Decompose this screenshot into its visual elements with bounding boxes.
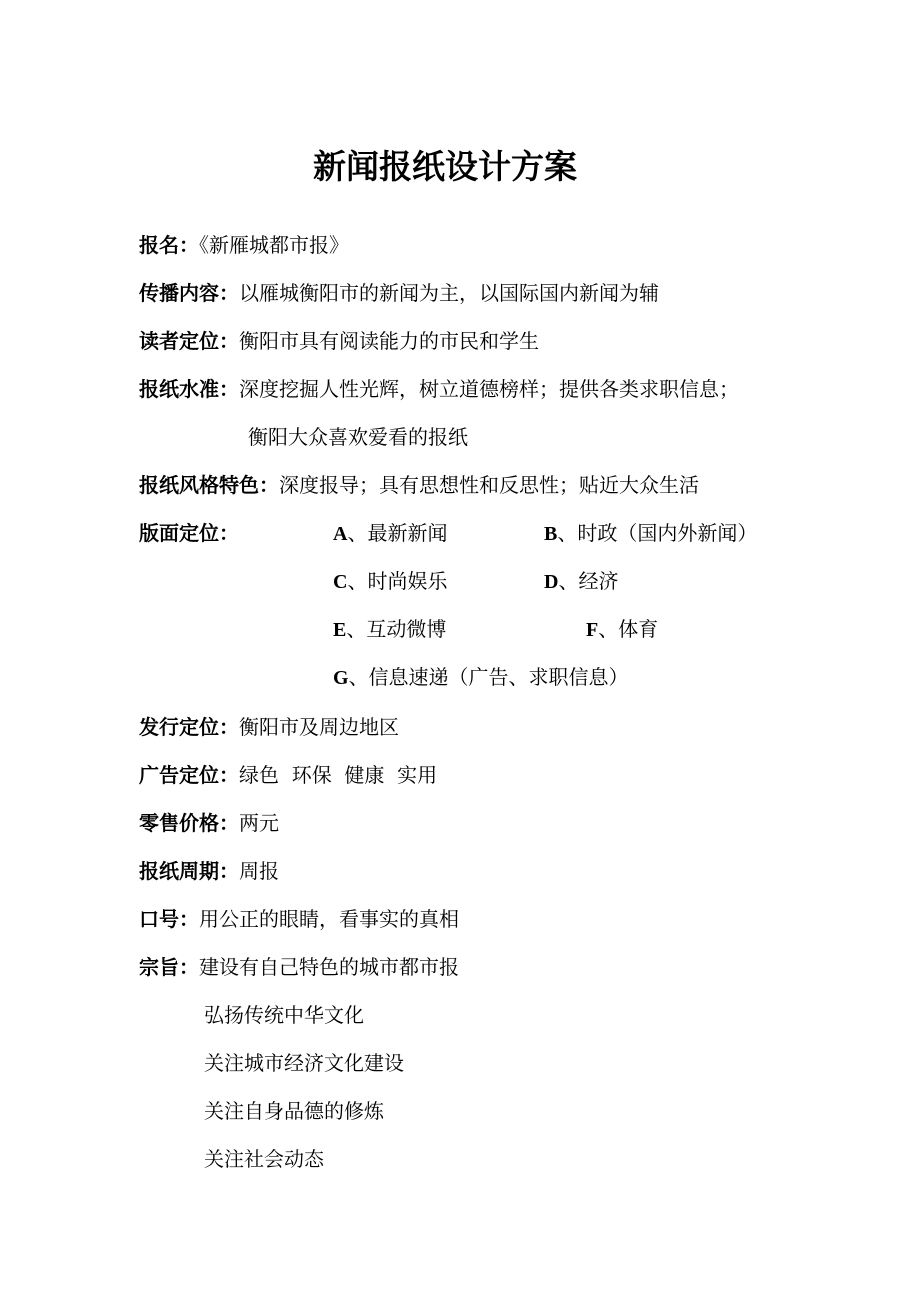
distribution-value: 衡阳市及周边地区 <box>239 715 399 739</box>
readers-label: 读者定位： <box>139 329 239 353</box>
layout-label: 版面定位： <box>139 521 239 545</box>
purpose-line: 弘扬传统中华文化 <box>204 1003 364 1027</box>
section-item: E、互动微博 <box>333 617 447 641</box>
section-item: B、时政（国内外新闻） <box>544 521 758 545</box>
readers-row <box>139 326 539 356</box>
content-row <box>139 278 659 308</box>
price-value: 两元 <box>239 811 279 835</box>
ads-label: 广告定位： <box>139 763 239 787</box>
readers-value: 衡阳市具有阅读能力的市民和学生 <box>239 329 539 353</box>
section-item: D、经济 <box>544 569 619 593</box>
period-row <box>139 856 279 886</box>
purpose-label: 宗旨： <box>139 955 199 979</box>
standard-value: 深度挖掘人性光辉，树立道德榜样；提供各类求职信息； <box>239 377 739 401</box>
style-row <box>139 470 699 500</box>
section-item: G、信息速递（广告、求职信息） <box>333 665 629 689</box>
content-label: 传播内容： <box>139 281 239 305</box>
layout-row <box>139 518 239 548</box>
slogan-row <box>139 904 459 934</box>
section-item: F、体育 <box>586 617 659 641</box>
style-label: 报纸风格特色： <box>139 473 279 497</box>
standard-row <box>139 374 739 404</box>
name-value: 《新雁城都市报》 <box>199 233 349 257</box>
document-title: 新闻报纸设计方案 <box>313 147 577 186</box>
slogan-value: 用公正的眼睛，看事实的真相 <box>199 907 459 931</box>
standard-label: 报纸水准： <box>139 377 239 401</box>
newspaper-name-row <box>139 230 349 260</box>
style-value: 深度报导；具有思想性和反思性；贴近大众生活 <box>279 473 699 497</box>
purpose-line: 关注城市经济文化建设 <box>204 1051 404 1075</box>
price-label: 零售价格： <box>139 811 239 835</box>
section-item: C、时尚娱乐 <box>333 569 448 593</box>
distribution-label: 发行定位： <box>139 715 239 739</box>
standard-value-continued: 衡阳大众喜欢爱看的报纸 <box>248 425 468 449</box>
price-row <box>139 808 279 838</box>
period-label: 报纸周期： <box>139 859 239 883</box>
name-label: 报名： <box>139 233 199 257</box>
content-value: 以雁城衡阳市的新闻为主，以国际国内新闻为辅 <box>239 281 659 305</box>
section-item: A、最新新闻 <box>333 521 448 545</box>
slogan-label: 口号： <box>139 907 199 931</box>
purpose-line: 关注社会动态 <box>204 1147 324 1171</box>
purpose-line: 关注自身品德的修炼 <box>204 1099 384 1123</box>
period-value: 周报 <box>239 859 279 883</box>
distribution-row <box>139 712 399 742</box>
ads-row <box>139 760 437 790</box>
ads-value: 绿色 环保 健康 实用 <box>239 763 438 787</box>
purpose-row <box>139 952 459 982</box>
purpose-line: 建设有自己特色的城市都市报 <box>199 955 459 979</box>
